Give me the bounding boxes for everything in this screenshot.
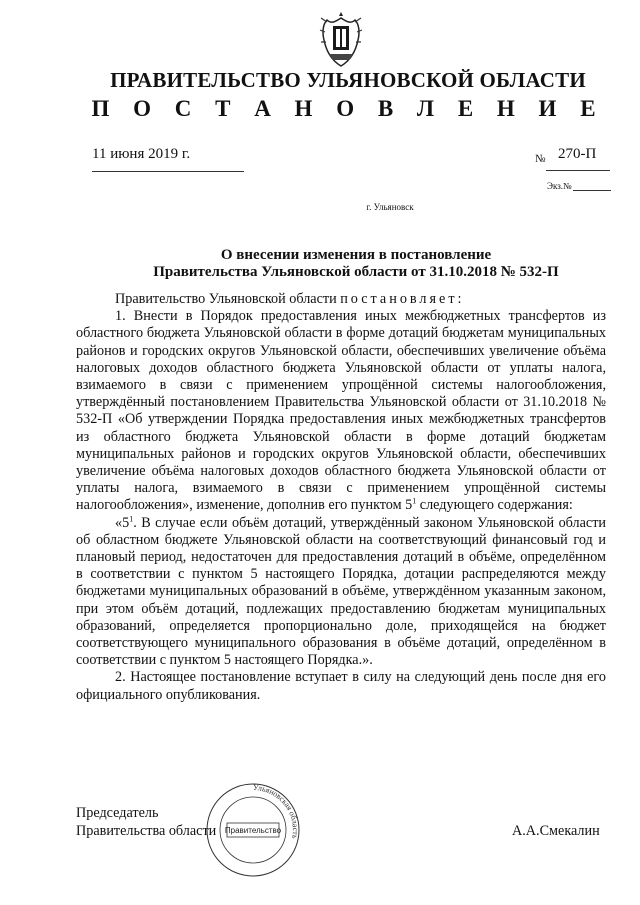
coat-of-arms-icon xyxy=(319,10,363,68)
document-number: 270-П xyxy=(558,146,597,162)
signer-name: А.А.Смекалин xyxy=(512,823,600,839)
quote-sup: 1 xyxy=(129,513,134,523)
title-line-2: Правительства Ульяновской области от 31.10.2018 № 532-П xyxy=(153,264,559,280)
document-date: 11 июня 2019 г. xyxy=(92,146,191,162)
government-name: ПРАВИТЕЛЬСТВО УЛЬЯНОВСКОЙ ОБЛАСТИ xyxy=(110,68,586,92)
document-title xyxy=(36,247,640,281)
item-2: 2. Настоящее постановление вступает в силу на следующий день после дня его официального опубликования. xyxy=(76,669,606,703)
signer-position xyxy=(76,805,216,840)
item-1 xyxy=(76,308,606,514)
city: г. Ульяновск xyxy=(366,202,414,212)
signer-position-line-1: Председатель xyxy=(76,805,159,821)
signer-position-line-2: Правительства области xyxy=(76,822,217,839)
preamble-verb: постановляет: xyxy=(340,291,465,307)
document-body xyxy=(76,291,606,704)
item-1-tail: следующего содержания: xyxy=(416,497,573,514)
quote-text: . В случае если объём дотаций, утверждённый законом Ульяновской области об областном бюджете Ульяновской области на соответствующий финансовый год и плановый период, недостаточен для предоставления дотаций в объёме, определённом в соответствии с пунктом 5 настоящего Порядка, дотации распределяются между бюджетами муниципальных образований в объёме, утверждённом указанным законом, при этом объём дотаций, подлежащих предоставлению бюджетам муниципальных образований, определяется пропорционально доле, приходящейся на бюджет соответствующего муниципального образования в объёме дотаций, определённом в соответствии с пунктом 5 настоящего Порядка.». xyxy=(76,514,606,669)
item-1-text: 1. Внести в Порядок предоставления иных межбюджетных трансфертов из областного бюджета Ульяновской области в форме дотаций бюджетам муниципальных районов и городских округов Ульяновской области, обеспечивших увеличение объёма налоговых доходов областного бюджета Ульяновской области от уплаты налога, взимаемого в связи с применением упрощённой системы налогообложения, утверждённый постановлением Правительства Ульяновской области от 31.10.2018 № 532-П «Об утверждении Порядка предоставления иных межбюджетных трансфертов из областного бюджета Ульяновской области в форме дотаций бюджетам муниципальных районов и городских округов Ульяновской области, обеспечивших увеличение объёма налоговых доходов областного бюджета Ульяновской области от уплаты налога, взимаемого в связи с применением упрощённой системы налогообложения», изменение, дополнив его пунктом 5 xyxy=(76,308,606,514)
stamp-center-text: Правительство xyxy=(224,826,282,835)
copy-number-label: Экз.№ xyxy=(547,181,572,191)
number-underline xyxy=(546,170,610,171)
copy-number-underline xyxy=(573,190,611,191)
quoted-paragraph xyxy=(76,515,606,670)
title-line-1: О внесении изменения в постановление xyxy=(220,247,492,263)
number-prefix: № xyxy=(535,153,546,165)
quote-open: «5 xyxy=(115,514,130,531)
item-1-sup: 1 xyxy=(412,496,417,506)
document-type: П О С Т А Н О В Л Е Н И Е xyxy=(91,96,605,121)
date-underline xyxy=(92,171,244,172)
preamble-text: Правительство Ульяновской области xyxy=(115,291,341,307)
official-stamp xyxy=(203,778,303,882)
stamp-ring-text: Ульяновская область xyxy=(252,782,300,840)
preamble xyxy=(76,291,606,308)
